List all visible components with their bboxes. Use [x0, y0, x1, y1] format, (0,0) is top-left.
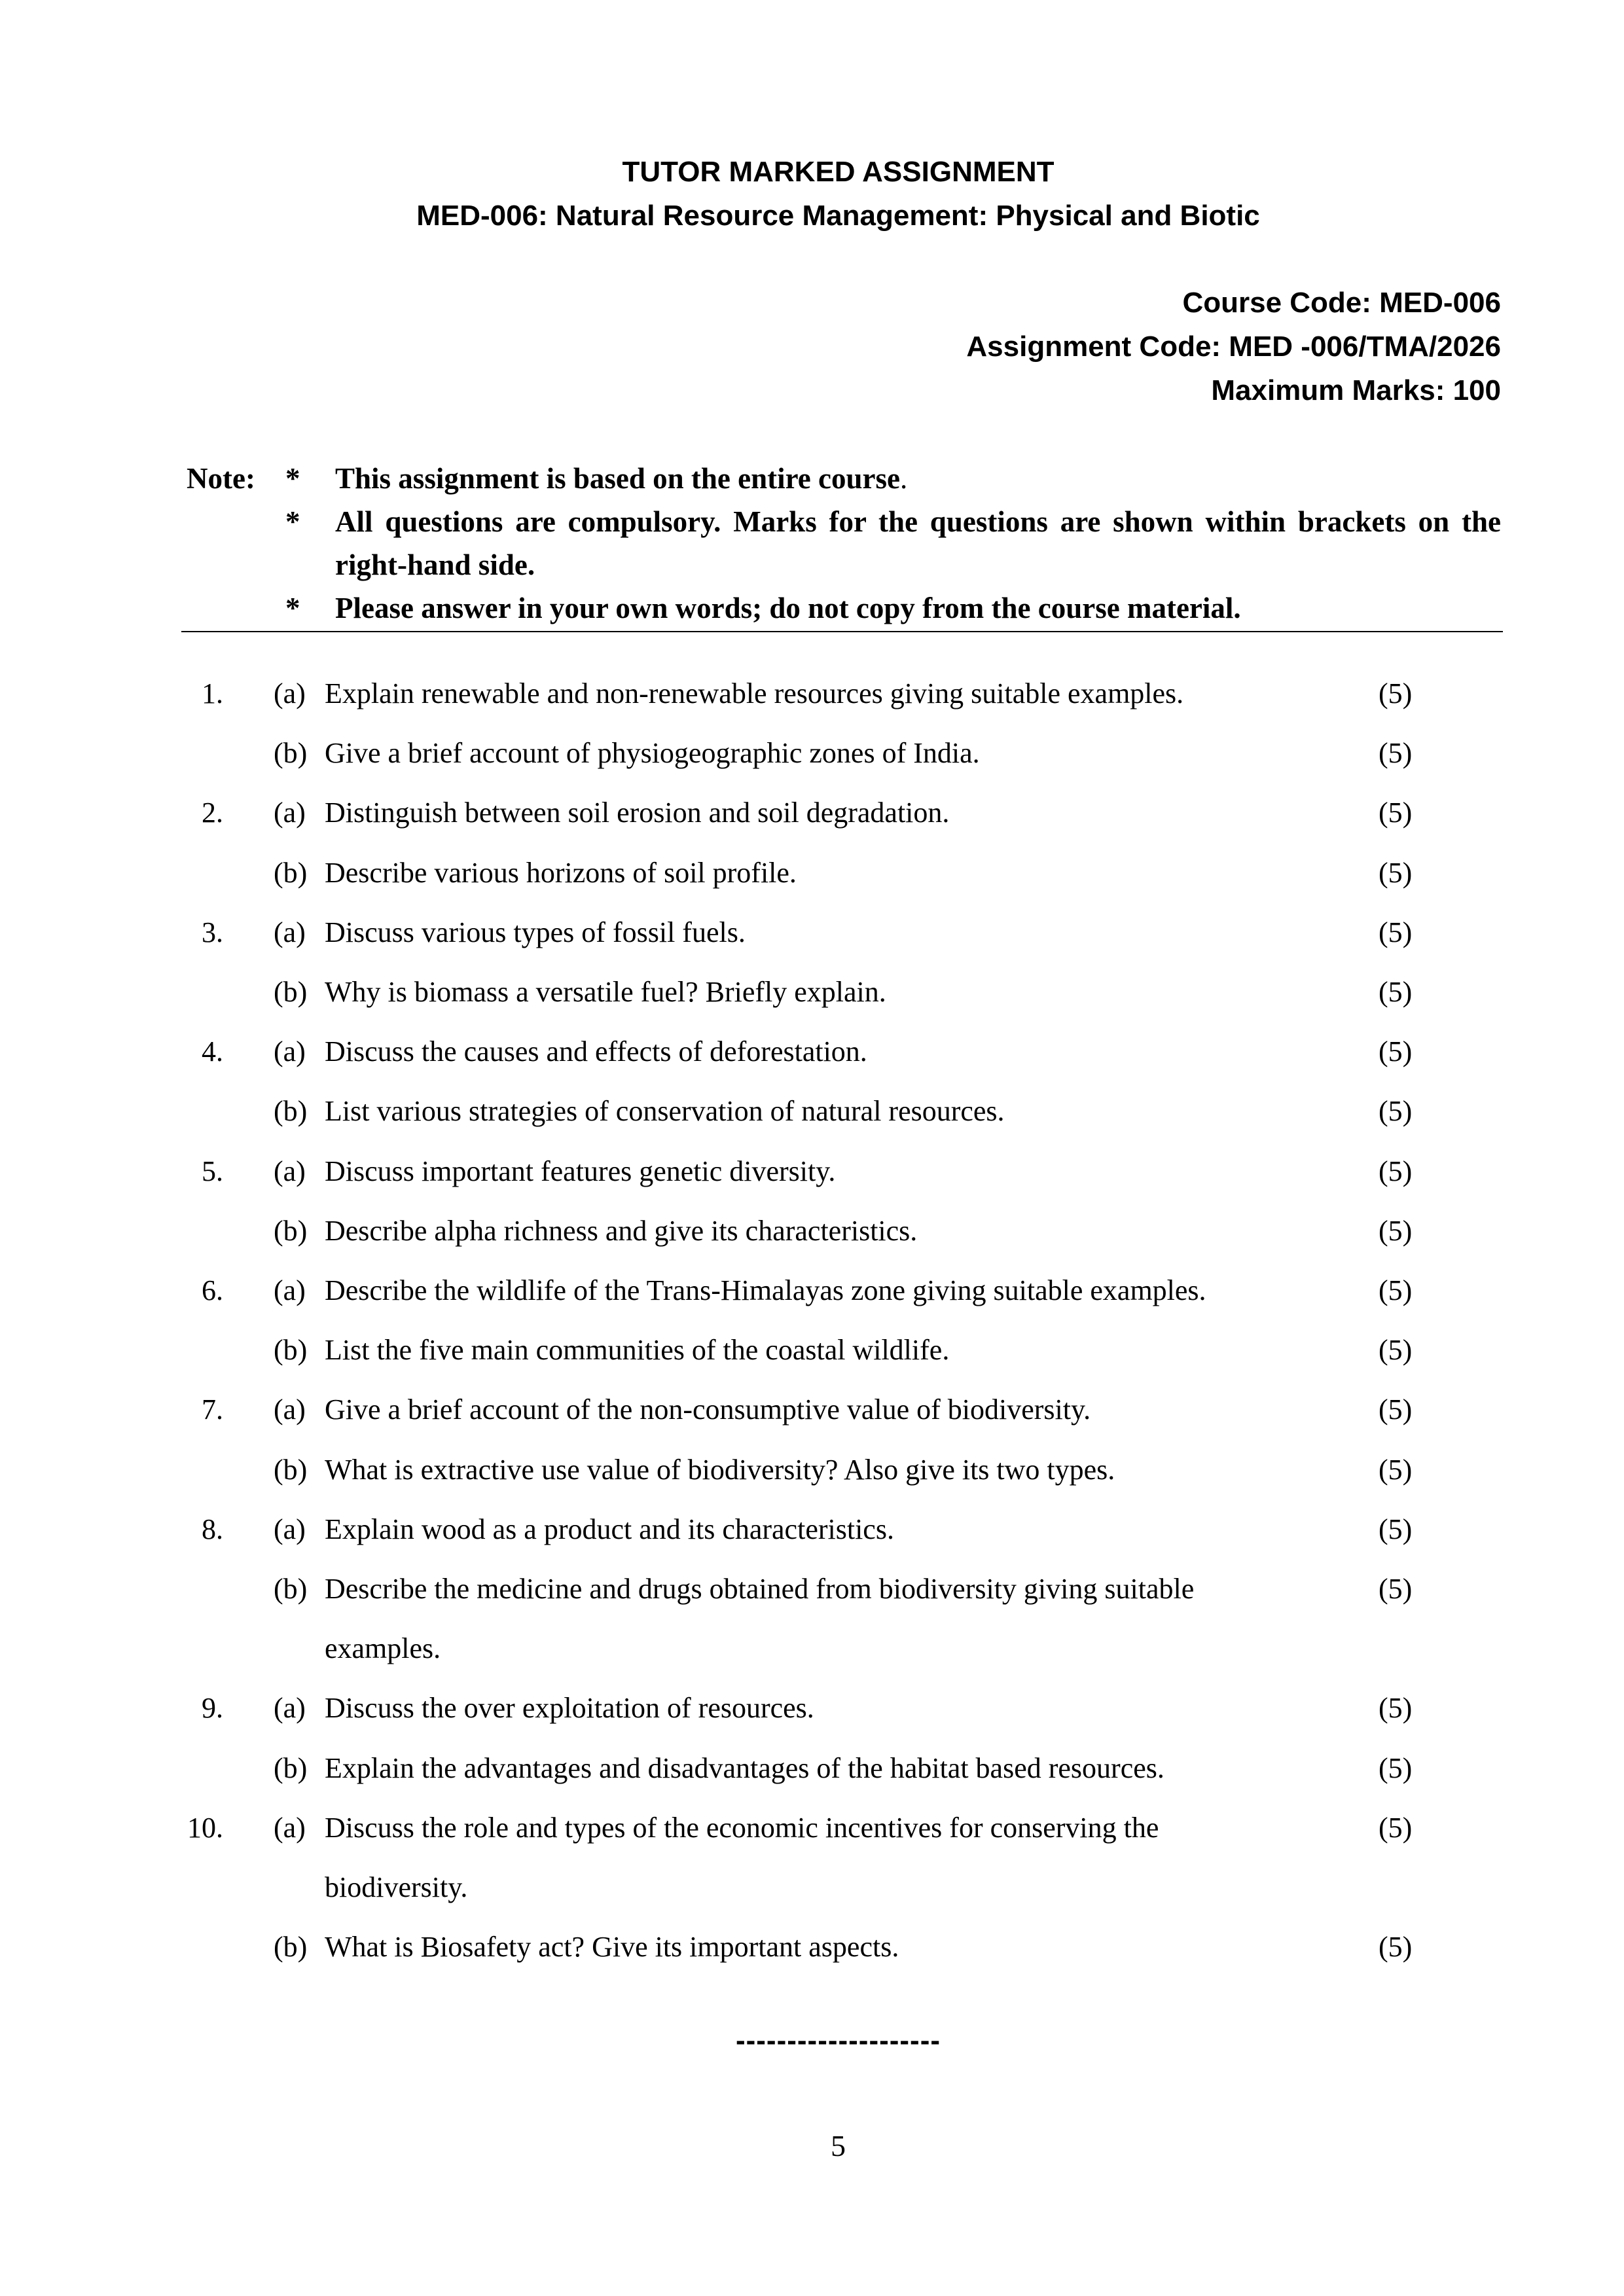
question-text-line: Discuss important features genetic diversity.	[325, 1155, 836, 1187]
marks: (5)	[1379, 1215, 1413, 1247]
question-text-line: Give a brief account of physiogeographic zones of India.	[325, 737, 980, 769]
question-text	[325, 1689, 1346, 1728]
question-text-line: Describe various horizons of soil profile.	[325, 857, 797, 889]
note-item-text: This assignment is based on the entire course	[335, 462, 900, 495]
question-text	[325, 1570, 1346, 1668]
question-text-line: Distinguish between soil erosion and soil degradation.	[325, 797, 950, 829]
note-bullet: *	[285, 505, 300, 538]
marks: (5)	[1379, 1334, 1413, 1366]
part-label: (b)	[274, 857, 308, 889]
marks: (5)	[1379, 1155, 1413, 1187]
marks: (5)	[1379, 1513, 1413, 1545]
question-number: 8.	[202, 1513, 223, 1545]
question-text-line: biodiversity.	[325, 1871, 468, 1903]
part-label: (a)	[274, 916, 306, 948]
question-number: 1.	[202, 677, 223, 709]
part-label: (b)	[274, 737, 308, 769]
part-label: (a)	[274, 1812, 306, 1844]
part-label: (a)	[274, 677, 306, 709]
question-number: 9.	[202, 1692, 223, 1724]
note-label: Note:	[187, 462, 255, 495]
page-number: 5	[831, 2129, 846, 2162]
question-number: 4.	[202, 1035, 223, 1067]
marks: (5)	[1379, 1692, 1413, 1724]
question-number: 2.	[202, 797, 223, 829]
part-label: (b)	[274, 1095, 308, 1127]
part-label: (a)	[274, 797, 306, 829]
question-text-line: Discuss various types of fossil fuels.	[325, 916, 746, 948]
question-text-line: Describe the medicine and drugs obtained from biodiversity giving suitable	[325, 1573, 1195, 1605]
marks: (5)	[1379, 1454, 1413, 1486]
marks: (5)	[1379, 857, 1413, 889]
marks: (5)	[1379, 1573, 1413, 1605]
question-text	[325, 1211, 1346, 1251]
question-text	[325, 1092, 1346, 1131]
question-text	[325, 734, 1346, 773]
marks: (5)	[1379, 737, 1413, 769]
question-text	[325, 913, 1346, 952]
question-number: 6.	[202, 1274, 223, 1306]
marks: (5)	[1379, 677, 1413, 709]
document-title: TUTOR MARKED ASSIGNMENT	[622, 156, 1055, 188]
part-label: (b)	[274, 1573, 308, 1605]
question-text-line: What is Biosafety act? Give its important aspects.	[325, 1931, 899, 1963]
question-text-line: Describe alpha richness and give its characteristics.	[325, 1215, 918, 1247]
question-number: 7.	[202, 1393, 223, 1426]
question-text-line: Discuss the over exploitation of resources.	[325, 1692, 814, 1724]
marks: (5)	[1379, 1393, 1413, 1426]
question-text	[325, 793, 1346, 833]
question-text-line: Give a brief account of the non-consumptive value of biodiversity.	[325, 1393, 1091, 1426]
part-label: (b)	[274, 976, 308, 1008]
question-text	[325, 1749, 1346, 1788]
assignment-code: Assignment Code: MED -006/TMA/2026	[966, 331, 1501, 363]
part-label: (b)	[274, 1334, 308, 1366]
question-number: 10.	[187, 1812, 223, 1844]
question-text	[325, 973, 1346, 1012]
part-label: (b)	[274, 1215, 308, 1247]
question-text	[325, 1271, 1346, 1310]
marks: (5)	[1379, 1274, 1413, 1306]
part-label: (b)	[274, 1752, 308, 1784]
question-text	[325, 1450, 1346, 1490]
marks: (5)	[1379, 1752, 1413, 1784]
marks: (5)	[1379, 1931, 1413, 1963]
question-text-line: Discuss the role and types of the economic incentives for conserving the	[325, 1812, 1159, 1844]
part-label: (b)	[274, 1931, 308, 1963]
marks: (5)	[1379, 916, 1413, 948]
question-text	[325, 1331, 1346, 1370]
note-item: Please answer in your own words; do not copy from the course material.	[335, 592, 1241, 624]
course-title: MED-006: Natural Resource Management: Physical and Biotic	[416, 200, 1260, 232]
question-text	[325, 853, 1346, 893]
marks: (5)	[1379, 1095, 1413, 1127]
question-text-line: Explain wood as a product and its characteristics.	[325, 1513, 894, 1545]
marks: (5)	[1379, 1035, 1413, 1067]
part-label: (b)	[274, 1454, 308, 1486]
marks: (5)	[1379, 797, 1413, 829]
note-item-period: .	[899, 462, 908, 495]
part-label: (a)	[274, 1692, 306, 1724]
question-text-line: Discuss the causes and effects of deforestation.	[325, 1035, 867, 1067]
question-text-line: Why is biomass a versatile fuel? Briefly explain.	[325, 976, 886, 1008]
note-item	[335, 457, 1501, 500]
question-text-line: Describe the wildlife of the Trans-Himalayas zone giving suitable examples.	[325, 1274, 1206, 1306]
part-label: (a)	[274, 1155, 306, 1187]
question-text	[325, 1928, 1346, 1967]
maximum-marks: Maximum Marks: 100	[1211, 374, 1501, 406]
marks: (5)	[1379, 976, 1413, 1008]
question-text-line: Explain the advantages and disadvantages of the habitat based resources.	[325, 1752, 1164, 1784]
part-label: (a)	[274, 1274, 306, 1306]
divider-line	[181, 631, 1503, 632]
part-label: (a)	[274, 1035, 306, 1067]
question-text	[325, 1390, 1346, 1429]
question-number: 5.	[202, 1155, 223, 1187]
course-code: Course Code: MED-006	[1182, 287, 1501, 319]
note-item: All questions are compulsory. Marks for the questions are shown within brackets on the right-hand side.	[335, 505, 1501, 581]
end-marker: --------------------	[735, 2024, 941, 2056]
question-text	[325, 674, 1346, 713]
question-number: 3.	[202, 916, 223, 948]
part-label: (a)	[274, 1513, 306, 1545]
question-text	[325, 1510, 1346, 1549]
question-text	[325, 1032, 1346, 1071]
question-text-line: What is extractive use value of biodiversity? Also give its two types.	[325, 1454, 1115, 1486]
question-text-line: List the five main communities of the coastal wildlife.	[325, 1334, 950, 1366]
note-bullet: *	[285, 462, 300, 495]
note-bullet: *	[285, 592, 300, 624]
question-text-line: examples.	[325, 1632, 441, 1664]
question-text-line: Explain renewable and non-renewable resources giving suitable examples.	[325, 677, 1184, 709]
question-text-line: List various strategies of conservation of natural resources.	[325, 1095, 1005, 1127]
part-label: (a)	[274, 1393, 306, 1426]
question-text	[325, 1808, 1346, 1907]
question-text	[325, 1152, 1346, 1191]
marks: (5)	[1379, 1812, 1413, 1844]
